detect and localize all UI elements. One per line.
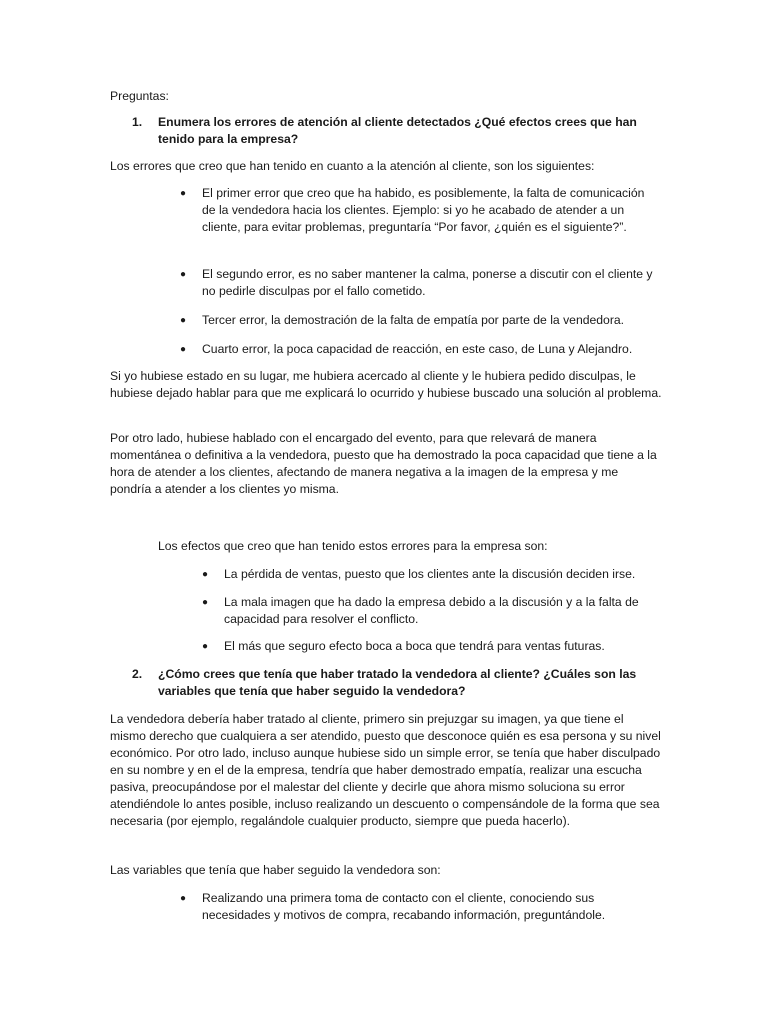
list-item-text: Cuarto error, la poca capacidad de reacción, en este caso, de Luna y Alejandro.: [202, 342, 633, 356]
list-item-text: El primer error que creo que ha habido, es posiblemente, la falta de comunicación de la vendedora hacia los clientes. Ejemplo: si yo he acabado de atender a un cliente, para evitar problemas, preguntaría “Por favor, ¿quién es el siguiente?”.: [202, 186, 645, 234]
bullet-icon: ●: [202, 597, 209, 608]
bullet-icon: ●: [202, 569, 209, 580]
list-item-text: Tercer error, la demostración de la falta de empatía por parte de la vendedora.: [202, 313, 625, 327]
question-text: Enumera los errores de atención al cliente detectados ¿Qué efectos crees que han tenido para la empresa?: [158, 115, 637, 146]
heading: Preguntas:: [110, 89, 169, 103]
paragraph: Por otro lado, hubiese hablado con el encargado del evento, para que relevará de manera momentánea o definitiva a la vendedora, puesto que ha demostrado la poca capacidad que tiene a la hora de atender a los clientes, afectando de manera negativa a la imagen de la empresa y me pondría a atender a los clientes yo misma.: [110, 431, 657, 496]
list-item-text: La mala imagen que ha dado la empresa debido a la discusión y a la falta de capacidad para resolver el conflicto.: [224, 595, 639, 626]
bullet-icon: ●: [180, 315, 187, 326]
bullet-icon: ●: [180, 188, 187, 199]
bullet-icon: ●: [180, 269, 187, 280]
paragraph: Si yo hubiese estado en su lugar, me hubiera acercado al cliente y le hubiera pedido disculpas, le hubiese dejado hablar para que me explicará lo ocurrido y hubiese buscado una solución al problema.: [110, 369, 662, 400]
list-item: [180, 890, 650, 924]
list-item: [202, 566, 672, 583]
bullet-icon: ●: [202, 641, 209, 652]
variables-intro: Las variables que tenía que haber seguido la vendedora son:: [110, 863, 441, 877]
bullet-icon: ●: [180, 344, 187, 355]
question-number: 2.: [132, 667, 143, 681]
question-text: ¿Cómo crees que tenía que haber tratado la vendedora al cliente? ¿Cuáles son las variables que tenía que haber seguido la vendedora?: [158, 667, 637, 698]
list-item: [180, 312, 670, 329]
question-number: 1.: [132, 115, 143, 129]
list-item: [180, 185, 658, 236]
effects-intro: Los efectos que creo que han tenido estos errores para la empresa son:: [158, 539, 548, 553]
paragraph: La vendedora debería haber tratado al cliente, primero sin prejuzgar su imagen, ya que tiene el mismo derecho que cualquiera a ser atendido, puesto que desconoce quién es esa persona y su nivel económico. Por otro lado, incluso aunque hubiese sido un simple error, se tenía que haber disculpado en su nombre y en el de la empresa, tendría que haber demostrado empatía, realizar una escucha pasiva, preocupándose por el malestar del cliente y decirle que ahora mismo soluciona su error atendiéndole lo antes posible, incluso realizando un descuento o compensándole de la forma que sea necesaria (por ejemplo, regalándole cualquier producto, siempre que pueda hacerlo).: [110, 712, 661, 828]
question-2: [132, 666, 662, 700]
question-1: [132, 114, 652, 148]
list-item: [202, 594, 662, 628]
list-item: [180, 266, 658, 300]
list-item-text: Realizando una primera toma de contacto con el cliente, conociendo sus necesidades y motivos de compra, recabando información, preguntándole.: [202, 891, 606, 922]
errors-intro: Los errores que creo que han tenido en cuanto a la atención al cliente, son los siguientes:: [110, 159, 595, 173]
bullet-icon: ●: [180, 893, 187, 904]
list-item-text: El más que seguro efecto boca a boca que tendrá para ventas futuras.: [224, 639, 605, 653]
list-item-text: La pérdida de ventas, puesto que los clientes ante la discusión deciden irse.: [224, 567, 636, 581]
list-item: [180, 341, 670, 358]
list-item-text: El segundo error, es no saber mantener la calma, ponerse a discutir con el cliente y no pedirle disculpas por el fallo cometido.: [202, 267, 653, 298]
list-item: [202, 638, 672, 655]
